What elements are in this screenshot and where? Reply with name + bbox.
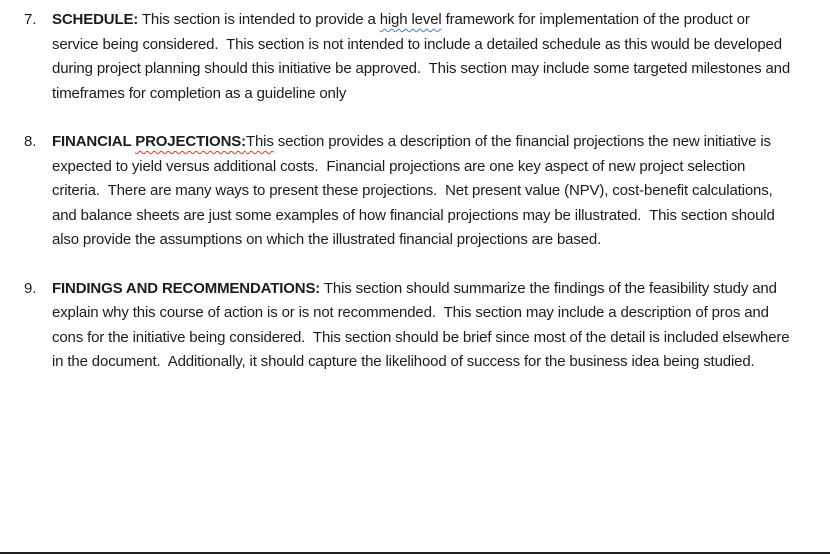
section-heading: FINANCIAL [52, 133, 136, 150]
flagged-text-red-squiggle[interactable]: PROJECTIONS: [135, 133, 246, 150]
section-heading: FINDINGS AND RECOMMENDATIONS: [52, 279, 321, 297]
paragraph-text: framework for implementation of the product or service being considered. This section is not intended to include a detailed schedule as this would be developed during project planning should this initiative be approved. This section may include some targeted milestones and timeframes for completion as a guideline only [52, 11, 795, 102]
list-number: 8. [24, 133, 37, 150]
paragraph-text: This section is intended to provide a [138, 11, 380, 28]
list-number: 9. [24, 279, 37, 297]
paragraph-text: This section should summarize the findings of the feasibility study and explain why this course of action is or is not recommended. This section may include a description of pros and cons for the initiative being considered. This section should be brief since most of the detail is included elsewhere in the document. Additionally, it should capture the likelihood of success for the business idea being studied. [52, 279, 794, 370]
section-heading: SCHEDULE: [52, 11, 139, 28]
list-item-9 [24, 277, 794, 375]
item-paragraph[interactable] [52, 130, 794, 253]
item-paragraph[interactable] [52, 277, 794, 375]
item-paragraph[interactable] [52, 8, 794, 106]
list-item-7 [24, 8, 794, 106]
list-item-8 [24, 130, 794, 253]
flagged-text-red-squiggle[interactable]: This [245, 133, 274, 150]
paragraph-text: section provides a description of the financial projections the new initiative is expected to yield versus additional costs. Financial projections are one key aspect of new project selection criteria. There are many ways to present these projections. Net present value (NPV), cost-benefit calculations, and balance sheets are just some examples of how financial projections may be illustrated. This section should also provide the assumptions on which the illustrated financial projections are based. [52, 133, 779, 248]
flagged-text-blue-squiggle[interactable]: high level [379, 11, 442, 28]
list-number: 7. [24, 11, 37, 28]
